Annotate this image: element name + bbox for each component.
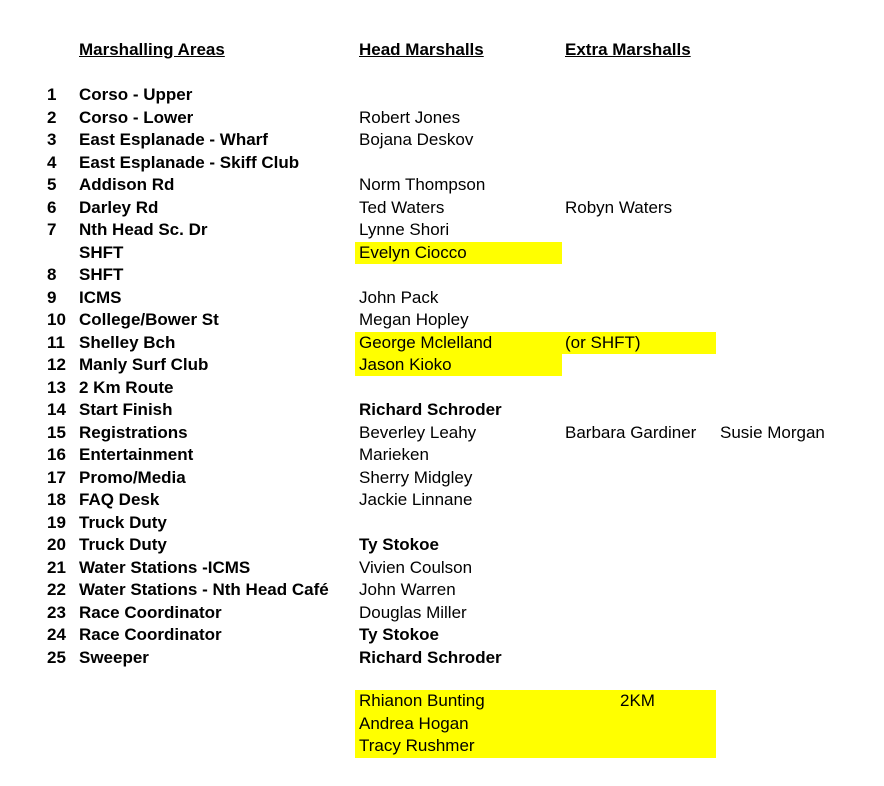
- table-row: [0, 152, 884, 174]
- footer-name-3: Tracy Rushmer: [359, 736, 475, 755]
- footer-name-1: Rhianon Bunting: [359, 691, 485, 710]
- head-marshall: Jackie Linnane: [359, 490, 473, 509]
- area-name: Manly Surf Club: [79, 355, 209, 374]
- extra-marshall: Robyn Waters: [565, 197, 673, 217]
- row-number: 19: [47, 512, 66, 532]
- row-number: 3: [47, 130, 57, 149]
- head-marshall: Robert Jones: [359, 107, 461, 127]
- area-name: Nth Head Sc. Dr: [79, 220, 208, 239]
- row-number: 22: [47, 580, 66, 599]
- row-number: 21: [47, 557, 66, 577]
- head-marshall: Sherry Midgley: [359, 467, 473, 487]
- area-name: Truck Duty: [79, 512, 167, 532]
- head-marshall: Marieken: [359, 445, 429, 464]
- area-name: Water Stations - Nth Head Café: [79, 580, 329, 599]
- row-number: 7: [47, 220, 57, 239]
- header-head-marshalls: Head Marshalls: [359, 40, 484, 59]
- table-row: [0, 354, 884, 376]
- head-marshall: Jason Kioko: [359, 355, 452, 374]
- row-number: 2: [47, 107, 57, 127]
- area-name: East Esplanade - Wharf: [79, 130, 268, 149]
- table-row: [0, 647, 884, 669]
- row-number: 25: [47, 647, 66, 667]
- table-row: [0, 602, 884, 624]
- table-row: [0, 309, 884, 331]
- table-row: [0, 512, 884, 534]
- row-number: 12: [47, 355, 66, 374]
- area-name: East Esplanade - Skiff Club: [79, 152, 300, 172]
- head-marshall: Ty Stokoe: [359, 625, 439, 644]
- head-marshall: Ted Waters: [359, 197, 445, 217]
- head-marshall: Ty Stokoe: [359, 535, 439, 554]
- area-name: 2 Km Route: [79, 377, 174, 397]
- table-row: [0, 467, 884, 489]
- table-row: [0, 624, 884, 646]
- table-row: [0, 287, 884, 309]
- area-name: Start Finish: [79, 400, 173, 419]
- table-row: [0, 129, 884, 151]
- head-marshall: Beverley Leahy: [359, 422, 477, 442]
- area-name: Sweeper: [79, 647, 149, 667]
- table-row: [0, 332, 884, 354]
- table-row: [0, 534, 884, 556]
- table-row: [0, 197, 884, 219]
- head-marshall: Norm Thompson: [359, 175, 486, 194]
- table-row: [0, 219, 884, 241]
- table-row: [0, 444, 884, 466]
- head-marshall: Douglas Miller: [359, 602, 467, 622]
- table-row: [0, 107, 884, 129]
- row-number: 14: [47, 400, 66, 419]
- row-number: 17: [47, 467, 66, 487]
- head-marshall: Richard Schroder: [359, 647, 502, 667]
- table-row: [0, 399, 884, 421]
- area-name: ICMS: [79, 287, 122, 307]
- extra-marshall-2: Susie Morgan: [720, 422, 825, 442]
- row-number: 20: [47, 535, 66, 554]
- table-row: [0, 489, 884, 511]
- area-name: Corso - Upper: [79, 85, 193, 104]
- area-name: SHFT: [79, 242, 124, 262]
- table-row: [0, 84, 884, 106]
- area-name: Corso - Lower: [79, 107, 194, 127]
- area-name: Shelley Bch: [79, 332, 176, 352]
- row-number: 11: [47, 332, 65, 352]
- row-number: 9: [47, 287, 57, 307]
- head-marshall: John Pack: [359, 287, 439, 307]
- table-row: [0, 557, 884, 579]
- extra-marshall: (or SHFT): [565, 332, 641, 352]
- table-row: [0, 174, 884, 196]
- row-number: 10: [47, 310, 66, 329]
- head-marshall: John Warren: [359, 580, 456, 599]
- area-name: SHFT: [79, 265, 124, 284]
- row-number: 23: [47, 602, 66, 622]
- row-number: 16: [47, 445, 66, 464]
- area-name: Entertainment: [79, 445, 194, 464]
- row-number: 13: [47, 377, 66, 397]
- row-number: 24: [47, 625, 66, 644]
- area-name: Registrations: [79, 422, 188, 442]
- area-name: FAQ Desk: [79, 490, 160, 509]
- row-number: 4: [47, 152, 57, 172]
- header-extra-marshalls: Extra Marshalls: [565, 40, 691, 59]
- extra-marshall: Barbara Gardiner: [565, 422, 697, 442]
- head-marshall: Lynne Shori: [359, 220, 450, 239]
- row-number: 6: [47, 197, 57, 217]
- footer-note: 2KM: [620, 691, 655, 710]
- area-name: Water Stations -ICMS: [79, 557, 251, 577]
- table-row: [0, 264, 884, 286]
- area-name: Truck Duty: [79, 535, 167, 554]
- table-row: [0, 377, 884, 399]
- head-marshall: Evelyn Ciocco: [359, 242, 467, 262]
- row-number: 8: [47, 265, 57, 284]
- header-areas: Marshalling Areas: [79, 40, 225, 59]
- head-marshall: Richard Schroder: [359, 400, 502, 419]
- footer-name-2: Andrea Hogan: [359, 714, 469, 733]
- row-number: 1: [47, 85, 57, 104]
- area-name: College/Bower St: [79, 310, 219, 329]
- row-number: 5: [47, 175, 57, 194]
- head-marshall: George Mclelland: [359, 332, 493, 352]
- area-name: Addison Rd: [79, 175, 175, 194]
- area-name: Race Coordinator: [79, 602, 222, 622]
- head-marshall: Vivien Coulson: [359, 557, 473, 577]
- area-name: Race Coordinator: [79, 625, 222, 644]
- table-row: [0, 242, 884, 264]
- area-name: Promo/Media: [79, 467, 186, 487]
- area-name: Darley Rd: [79, 197, 159, 217]
- row-number: 15: [47, 422, 66, 442]
- head-marshall: Bojana Deskov: [359, 130, 474, 149]
- row-number: 18: [47, 490, 66, 509]
- head-marshall: Megan Hopley: [359, 310, 469, 329]
- table-row: [0, 579, 884, 601]
- table-row: [0, 422, 884, 444]
